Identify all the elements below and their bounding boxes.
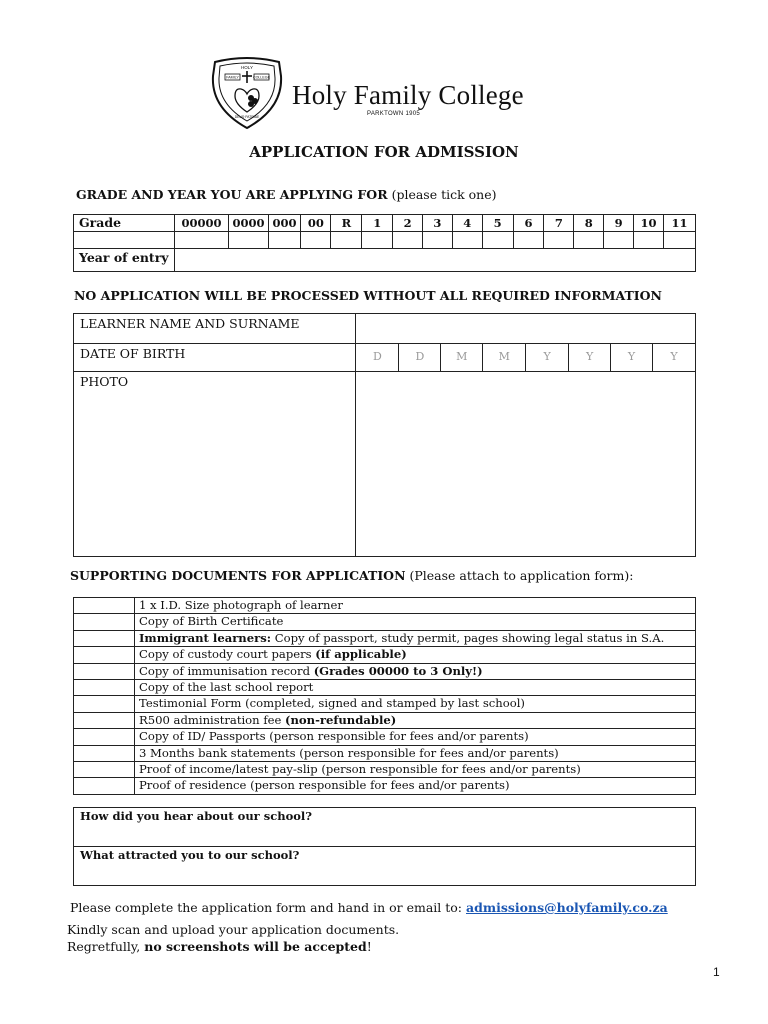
- grade-tick-box-5[interactable]: [482, 232, 513, 249]
- document-tick-box[interactable]: [74, 630, 135, 646]
- grade-label-row: [74, 215, 696, 232]
- document-text: Copy of the last school report: [139, 679, 314, 694]
- grade-option-label: 3: [423, 215, 453, 232]
- photo-row: [74, 372, 696, 557]
- document-text: Copy of ID/ Passports (person responsible for fees and/or parents): [139, 729, 529, 744]
- grade-option-label: 0000: [229, 215, 268, 232]
- document-tick-box[interactable]: [74, 679, 135, 695]
- grade-tick-box-1[interactable]: [362, 232, 393, 249]
- document-description: [135, 729, 696, 745]
- document-row: [74, 761, 696, 777]
- documents-heading-text: SUPPORTING DOCUMENTS FOR APPLICATION: [70, 568, 406, 583]
- document-text: Proof of residence (person responsible for fees and/or parents): [139, 778, 510, 793]
- supporting-documents-checklist: [73, 597, 696, 795]
- grade-option-label: 1: [362, 215, 393, 232]
- grade-option-label: 11: [663, 215, 695, 232]
- documents-section-heading: [70, 568, 633, 583]
- dob-day-box[interactable]: D: [399, 344, 441, 372]
- grade-heading-text: GRADE AND YEAR YOU ARE APPLYING FOR: [76, 187, 388, 202]
- document-tick-box[interactable]: [74, 745, 135, 761]
- document-tick-box[interactable]: [74, 696, 135, 712]
- crest-shield-icon: [205, 56, 289, 130]
- document-text: Copy of immunisation record: [139, 663, 314, 678]
- grade-tick-box-0000[interactable]: [229, 232, 268, 249]
- dob-year-box[interactable]: Y: [526, 344, 569, 372]
- question-row: [74, 808, 696, 847]
- learner-name-field[interactable]: [356, 314, 696, 344]
- learner-name-row: [74, 314, 696, 344]
- document-row: [74, 712, 696, 728]
- document-row: [74, 663, 696, 679]
- document-row: [74, 630, 696, 646]
- document-row: [74, 778, 696, 794]
- grade-option-label: 00000: [174, 215, 229, 232]
- document-tick-box[interactable]: [74, 712, 135, 728]
- dob-year-box[interactable]: Y: [611, 344, 653, 372]
- dob-month-box[interactable]: M: [441, 344, 483, 372]
- question-what-attracted[interactable]: [74, 847, 696, 886]
- dob-month-box[interactable]: M: [483, 344, 526, 372]
- grade-tick-spacer: [74, 232, 175, 249]
- warning-bold: no screenshots will be accepted: [144, 939, 367, 954]
- document-description: [135, 696, 696, 712]
- document-text: Proof of income/latest pay-slip (person responsible for fees and/or parents): [139, 761, 581, 776]
- document-text: Testimonial Form (completed, signed and stamped by last school): [139, 696, 525, 711]
- warning-pre: Regretfully,: [67, 939, 145, 954]
- grade-label: Grade: [74, 215, 175, 232]
- screenshot-warning: [67, 939, 372, 954]
- document-tick-box[interactable]: [74, 598, 135, 614]
- grade-option-label: 8: [574, 215, 604, 232]
- document-description: [135, 761, 696, 777]
- grade-tick-box-2[interactable]: [393, 232, 423, 249]
- dob-year-box[interactable]: Y: [569, 344, 611, 372]
- grade-option-label: R: [331, 215, 362, 232]
- grade-tick-box-6[interactable]: [513, 232, 544, 249]
- submission-instructions: [70, 900, 668, 915]
- grade-option-label: 4: [452, 215, 482, 232]
- documents-heading-note: (Please attach to application form):: [409, 568, 634, 583]
- document-description: [135, 630, 696, 646]
- document-text: 1 x I.D. Size photograph of learner: [139, 598, 343, 612]
- submission-text: Please complete the application form and hand in or email to:: [70, 900, 466, 915]
- grade-option-label: 5: [482, 215, 513, 232]
- grade-option-label: 7: [544, 215, 574, 232]
- document-row: [74, 729, 696, 745]
- grade-option-label: 6: [513, 215, 544, 232]
- document-text: Copy of custody court papers: [139, 647, 316, 662]
- page-title: APPLICATION FOR ADMISSION: [249, 143, 519, 161]
- grade-tick-box-10[interactable]: [634, 232, 664, 249]
- svg-text:DEUS·PATRIAE: DEUS·PATRIAE: [234, 115, 260, 119]
- page-number: 1: [713, 965, 720, 979]
- document-tick-box[interactable]: [74, 647, 135, 663]
- document-row: [74, 696, 696, 712]
- upload-instructions: Kindly scan and upload your application documents.: [67, 922, 400, 937]
- document-description: [135, 647, 696, 663]
- document-tick-box[interactable]: [74, 663, 135, 679]
- learner-name-label: LEARNER NAME AND SURNAME: [74, 314, 356, 344]
- year-of-entry-label: Year of entry: [74, 249, 175, 272]
- document-row: [74, 647, 696, 663]
- svg-text:HOLY: HOLY: [241, 65, 253, 70]
- svg-text:FAMILY: FAMILY: [226, 75, 239, 80]
- document-text: R500 administration fee: [139, 712, 286, 727]
- svg-text:COLLEGE: COLLEGE: [253, 75, 270, 80]
- document-text: 3 Months bank statements (person responsible for fees and/or parents): [139, 745, 559, 760]
- grade-option-label: 00: [301, 215, 331, 232]
- grade-tick-box-9[interactable]: [604, 232, 634, 249]
- question-text: How did you hear about our school?: [80, 809, 313, 823]
- document-description: [135, 614, 696, 630]
- grade-option-label: 9: [604, 215, 634, 232]
- document-description: [135, 679, 696, 695]
- document-description: [135, 663, 696, 679]
- document-row: [74, 679, 696, 695]
- document-description: [135, 712, 696, 728]
- admissions-email-link[interactable]: admissions@holyfamily.co.za: [466, 900, 668, 915]
- learner-details-table: [73, 313, 696, 557]
- document-description: [135, 778, 696, 794]
- grade-selection-table: [73, 214, 696, 272]
- document-text: Copy of passport, study permit, pages showing legal status in S.A.: [271, 630, 665, 645]
- document-tick-box[interactable]: [74, 761, 135, 777]
- year-of-entry-field[interactable]: [174, 249, 695, 272]
- grade-tick-box-00[interactable]: [301, 232, 331, 249]
- grade-tick-box-3[interactable]: [423, 232, 453, 249]
- college-crest-logo: [205, 56, 289, 130]
- grade-option-label: 10: [634, 215, 664, 232]
- college-name: Holy Family College: [292, 80, 524, 110]
- document-row: [74, 598, 696, 614]
- grade-option-label: 000: [268, 215, 301, 232]
- document-tick-box[interactable]: [74, 614, 135, 630]
- document-emphasis: (Grades 00000 to 3 Only!): [313, 663, 483, 678]
- grade-tick-row: [74, 232, 696, 249]
- document-row: [74, 614, 696, 630]
- year-of-entry-row: [74, 249, 696, 272]
- date-of-birth-label: DATE OF BIRTH: [74, 344, 356, 372]
- document-tick-box[interactable]: [74, 778, 135, 794]
- grade-option-label: 2: [393, 215, 423, 232]
- date-of-birth-row: [74, 344, 696, 372]
- dob-day-box[interactable]: D: [356, 344, 399, 372]
- grade-tick-box-r[interactable]: [331, 232, 362, 249]
- grade-tick-box-8[interactable]: [574, 232, 604, 249]
- grade-heading-note: (please tick one): [391, 187, 497, 202]
- college-location: PARKTOWN 1905: [367, 111, 421, 117]
- document-row: [74, 745, 696, 761]
- grade-tick-box-4[interactable]: [452, 232, 482, 249]
- photo-label: PHOTO: [74, 372, 356, 557]
- document-description: [135, 745, 696, 761]
- required-info-notice: NO APPLICATION WILL BE PROCESSED WITHOUT ALL REQUIRED INFORMATION: [74, 288, 662, 303]
- document-text: Copy of Birth Certificate: [139, 614, 284, 629]
- question-row: [74, 847, 696, 886]
- question-how-heard[interactable]: [74, 808, 696, 847]
- photo-upload-area[interactable]: [356, 372, 696, 557]
- grade-tick-box-7[interactable]: [544, 232, 574, 249]
- document-prefix: Immigrant learners:: [139, 630, 272, 645]
- question-text: What attracted you to our school?: [80, 848, 300, 862]
- school-questions-table: [73, 807, 696, 886]
- document-tick-box[interactable]: [74, 729, 135, 745]
- dob-year-box[interactable]: Y: [653, 344, 696, 372]
- warning-post: !: [366, 939, 372, 954]
- grade-tick-box-11[interactable]: [663, 232, 695, 249]
- grade-tick-box-00000[interactable]: [174, 232, 229, 249]
- document-emphasis: (non-refundable): [285, 712, 397, 727]
- document-description: [135, 598, 696, 614]
- grade-tick-box-000[interactable]: [268, 232, 301, 249]
- grade-section-heading: [76, 187, 497, 202]
- document-emphasis: (if applicable): [315, 647, 407, 662]
